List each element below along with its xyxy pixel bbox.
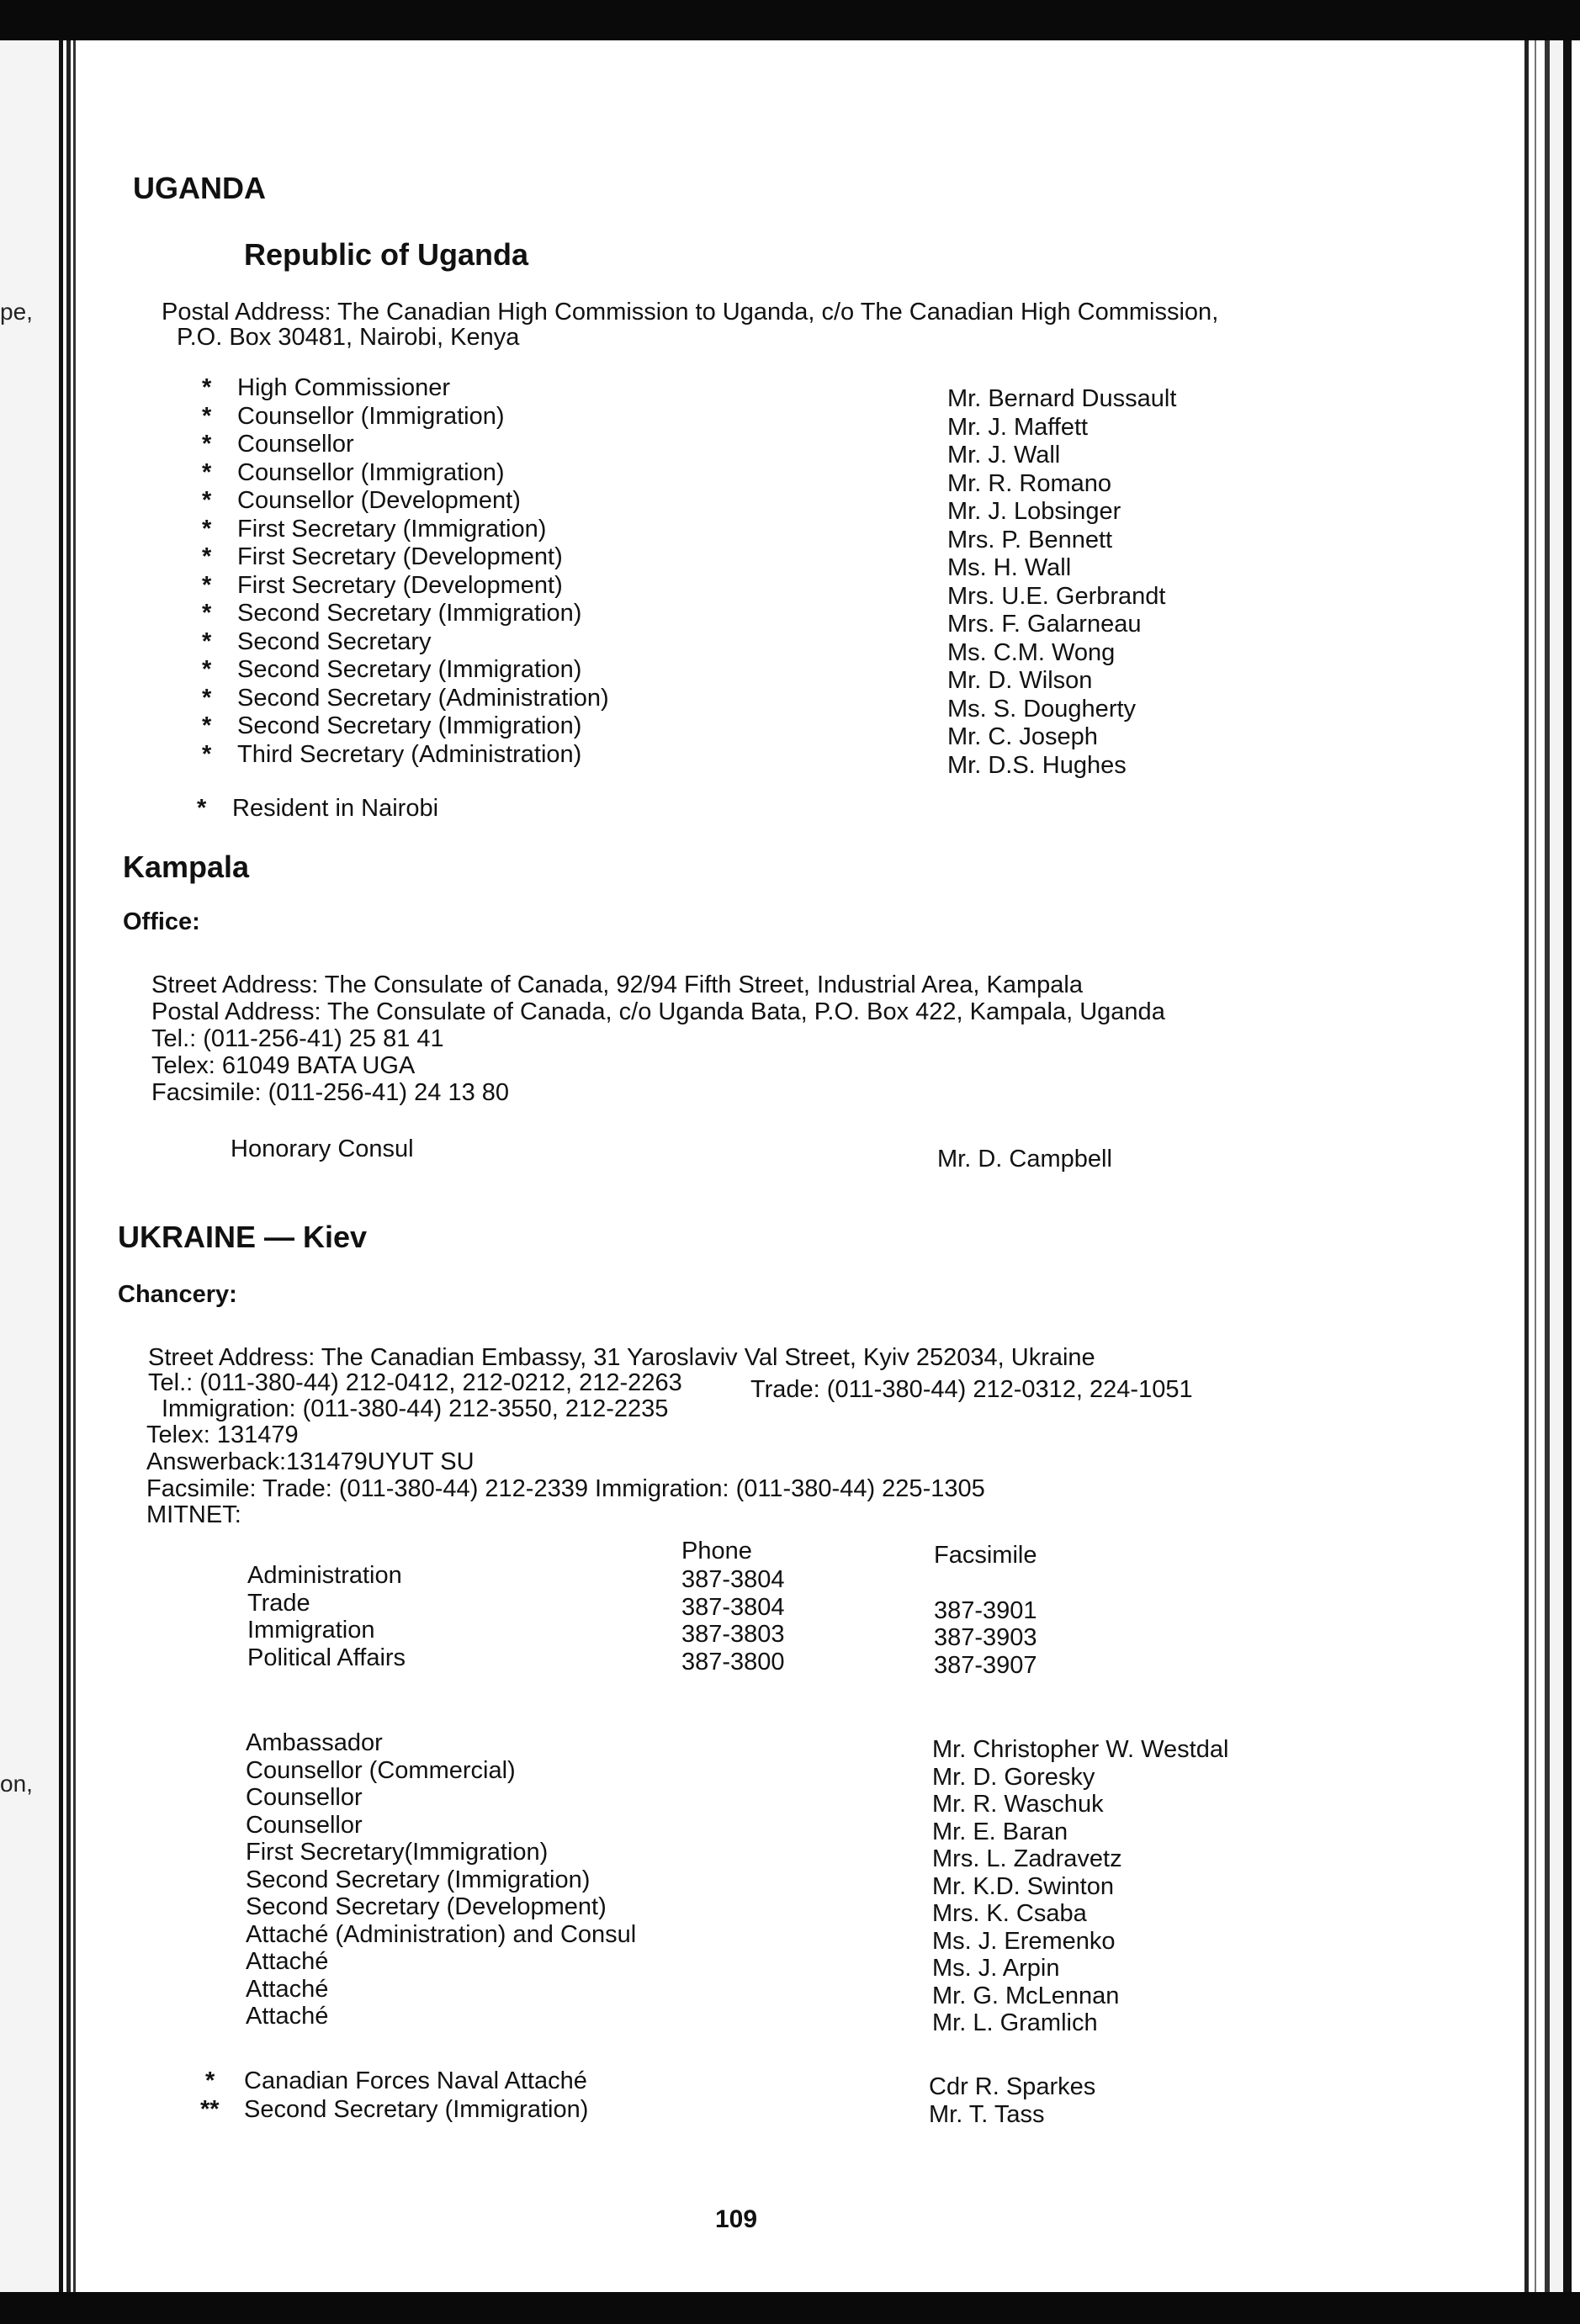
resident-marker: * xyxy=(202,684,212,712)
adjacent-page-edge xyxy=(0,40,59,2292)
staff-title: Counsellor (Immigration) xyxy=(237,458,505,486)
staff-title: Attaché (Administration) and Consul xyxy=(246,1920,637,1948)
staff-name: Mr. R. Romano xyxy=(947,469,1111,497)
staff-row xyxy=(202,572,609,601)
staff-name: Mr. K.D. Swinton xyxy=(932,1872,1114,1900)
immigration-phone: Immigration: (011-380-44) 212-3550, 212-2235 xyxy=(162,1395,669,1422)
mitnet-label: MITNET: xyxy=(146,1501,241,1528)
resident-marker: * xyxy=(197,795,207,822)
staff-title: Counsellor xyxy=(237,431,354,458)
city-heading-kampala: Kampala xyxy=(123,850,250,884)
staff-name: Mrs. F. Galarneau xyxy=(947,611,1142,638)
staff-name: Ms. H. Wall xyxy=(947,554,1072,581)
postal-address-cont: P.O. Box 30481, Nairobi, Kenya xyxy=(177,324,520,351)
staff-title: Second Secretary (Immigration) xyxy=(237,712,582,739)
telephone: Tel.: (011-256-41) 25 81 41 xyxy=(151,1025,444,1052)
staff-title: Canadian Forces Naval Attaché xyxy=(244,2067,587,2094)
scan-bottom-border xyxy=(0,2292,1580,2324)
staff-name: Mrs. U.E. Gerbrandt xyxy=(947,582,1166,610)
staff-name: Mrs. P. Bennett xyxy=(947,526,1113,553)
telex: Telex: 131479 xyxy=(146,1421,299,1448)
page-number: 109 xyxy=(715,2205,758,2233)
resident-marker: * xyxy=(202,627,212,655)
table-cell xyxy=(934,1570,1037,1597)
staff-name: Mrs. K. Csaba xyxy=(932,1900,1087,1927)
kampala-address-block xyxy=(151,971,1165,1106)
resident-marker: * xyxy=(202,571,212,599)
street-address: Street Address: The Consulate of Canada, 92/94 Fifth Street, Industrial Area, Kampala xyxy=(151,971,1083,998)
staff-name: Cdr R. Sparkes xyxy=(929,2073,1096,2100)
section-heading-ukraine: UKRAINE — Kiev xyxy=(118,1220,368,1254)
staff-title: Counsellor xyxy=(246,1811,363,1839)
mitnet-sections xyxy=(247,1562,406,1671)
resident-marker: * xyxy=(202,431,212,458)
resident-marker: * xyxy=(202,458,212,486)
staff-title: Third Secretary (Administration) xyxy=(237,740,582,768)
footnote-text: Resident in Nairobi xyxy=(232,795,439,822)
consul-title: Honorary Consul xyxy=(231,1136,414,1162)
staff-name: Mr. J. Maffett xyxy=(947,413,1089,441)
staff-title: Counsellor (Immigration) xyxy=(237,402,505,430)
staff-title: Second Secretary (Administration) xyxy=(237,684,609,712)
country-official-name: Republic of Uganda xyxy=(244,237,529,272)
resident-marker: * xyxy=(202,543,212,570)
staff-row xyxy=(202,403,609,431)
staff-title: High Commissioner xyxy=(237,374,451,401)
staff-name: Mr. E. Baran xyxy=(932,1818,1068,1845)
table-cell: 387-3804 xyxy=(681,1593,785,1621)
resident-marker: * xyxy=(202,487,212,514)
staff-title: Attaché xyxy=(246,1975,329,2003)
table-cell: Trade xyxy=(247,1589,310,1617)
staff-title: First Secretary (Immigration) xyxy=(237,515,547,543)
table-cell: 387-3907 xyxy=(934,1651,1037,1679)
staff-row xyxy=(202,600,609,628)
uganda-staff-titles xyxy=(202,374,609,769)
staff-title: Attaché xyxy=(246,2003,329,2030)
resident-marker: * xyxy=(202,515,212,543)
staff-name: Mr. D.S. Hughes xyxy=(947,751,1127,779)
staff-row xyxy=(202,543,609,572)
staff-title: Second Secretary (Immigration) xyxy=(237,600,582,627)
table-cell: Political Affairs xyxy=(247,1644,406,1671)
staff-row xyxy=(202,516,609,544)
staff-title: Counsellor (Development) xyxy=(237,487,521,514)
staff-name: Ms. J. Arpin xyxy=(932,1955,1060,1982)
uganda-staff-names xyxy=(947,385,1176,780)
mitnet-phones xyxy=(681,1566,785,1676)
telephone: Tel.: (011-380-44) 212-0412, 212-0212, 212-2263 xyxy=(148,1369,682,1396)
staff-title: Counsellor xyxy=(246,1784,363,1811)
table-cell: 387-3903 xyxy=(934,1624,1037,1651)
resident-marker: * xyxy=(202,402,212,430)
staff-name: Mr. J. Lobsinger xyxy=(947,498,1121,525)
resident-marker: * xyxy=(202,740,212,768)
facsimile: Facsimile: Trade: (011-380-44) 212-2339 Immigration: (011-380-44) 225-1305 xyxy=(146,1475,985,1502)
footnote-marker: * xyxy=(205,2067,215,2094)
staff-name: Ms. C.M. Wong xyxy=(947,638,1116,666)
postal-address: Postal Address: The Consulate of Canada, c/o Uganda Bata, P.O. Box 422, Kampala, Uganda xyxy=(151,998,1165,1025)
staff-row xyxy=(202,712,609,741)
binding-rule-left xyxy=(59,40,77,2292)
staff-row xyxy=(202,656,609,685)
postal-address: Postal Address: The Canadian High Commission to Uganda, c/o The Canadian High Commission, xyxy=(162,299,1219,326)
ukraine-staff-titles xyxy=(246,1729,636,2030)
staff-name: Mrs. L. Zadravetz xyxy=(932,1845,1122,1872)
mitnet-header-phone: Phone xyxy=(681,1538,752,1564)
section-heading-uganda: UGANDA xyxy=(133,171,266,205)
staff-title: Attaché xyxy=(246,1948,329,1975)
staff-row xyxy=(205,2067,587,2094)
facsimile: Facsimile: (011-256-41) 24 13 80 xyxy=(151,1079,510,1106)
mitnet-header-fax: Facsimile xyxy=(934,1542,1037,1569)
table-cell: Immigration xyxy=(247,1617,375,1644)
staff-title: Second Secretary (Immigration) xyxy=(237,656,582,683)
staff-title: Second Secretary (Immigration) xyxy=(244,2096,589,2123)
resident-marker: * xyxy=(202,374,212,401)
office-label: Office: xyxy=(123,908,200,935)
telex: Telex: 61049 BATA UGA xyxy=(151,1052,416,1079)
staff-title: First Secretary (Development) xyxy=(237,571,563,599)
staff-name: Mr. D. Goresky xyxy=(932,1763,1095,1791)
staff-name: Mr. Christopher W. Westdal xyxy=(932,1736,1229,1763)
staff-title: Counsellor (Commercial) xyxy=(246,1756,516,1784)
resident-marker: * xyxy=(202,712,212,739)
trade-phone: Trade: (011-380-44) 212-0312, 224-1051 xyxy=(750,1376,1193,1403)
resident-marker: * xyxy=(202,600,212,627)
staff-name: Ms. S. Dougherty xyxy=(947,695,1137,723)
table-cell: 387-3804 xyxy=(681,1566,785,1593)
scan-top-border xyxy=(0,0,1580,40)
staff-name: Mr. Bernard Dussault xyxy=(947,385,1177,412)
staff-row xyxy=(202,741,609,770)
staff-name: Mr. R. Waschuk xyxy=(932,1791,1104,1818)
table-cell: 387-3800 xyxy=(681,1648,785,1676)
staff-name: Mr. L. Gramlich xyxy=(932,2009,1098,2036)
staff-title: Second Secretary (Immigration) xyxy=(246,1866,591,1893)
binding-rule-right xyxy=(1521,40,1580,2292)
staff-row xyxy=(202,431,609,459)
staff-name: Mr. C. Joseph xyxy=(947,723,1098,750)
footnote-marker: ** xyxy=(200,2096,220,2123)
ukraine-staff-names xyxy=(932,1736,1228,2037)
staff-row xyxy=(202,487,609,516)
margin-fragment: pe, xyxy=(0,299,33,325)
consul-name: Mr. D. Campbell xyxy=(937,1146,1112,1173)
chancery-label: Chancery: xyxy=(118,1281,237,1308)
table-cell: Administration xyxy=(247,1562,402,1589)
margin-fragment: on, xyxy=(0,1771,33,1797)
staff-name: Ms. J. Eremenko xyxy=(932,1927,1116,1955)
staff-title: Second Secretary (Development) xyxy=(246,1893,607,1920)
staff-name: Mr. J. Wall xyxy=(947,442,1061,469)
street-address: Street Address: The Canadian Embassy, 31 Yaroslaviv Val Street, Kyiv 252034, Ukraine xyxy=(148,1344,1095,1371)
mitnet-faxes xyxy=(934,1570,1037,1679)
table-cell: 387-3803 xyxy=(681,1621,785,1648)
staff-row xyxy=(202,374,609,403)
staff-name: Mr. G. McLennan xyxy=(932,1982,1120,2009)
footnote xyxy=(197,795,438,822)
staff-title: First Secretary(Immigration) xyxy=(246,1839,549,1866)
staff-name: Mr. D. Wilson xyxy=(947,667,1093,694)
staff-row xyxy=(202,685,609,713)
staff-title: First Secretary (Development) xyxy=(237,543,563,570)
answerback: Answerback:131479UYUT SU xyxy=(146,1448,475,1475)
staff-title: Second Secretary xyxy=(237,627,432,655)
staff-row xyxy=(202,628,609,657)
staff-name: Mr. T. Tass xyxy=(929,2101,1045,2128)
staff-title: Ambassador xyxy=(246,1729,383,1756)
table-cell: 387-3901 xyxy=(934,1596,1037,1624)
staff-row xyxy=(202,459,609,488)
resident-marker: * xyxy=(202,656,212,683)
staff-row xyxy=(200,2096,588,2123)
